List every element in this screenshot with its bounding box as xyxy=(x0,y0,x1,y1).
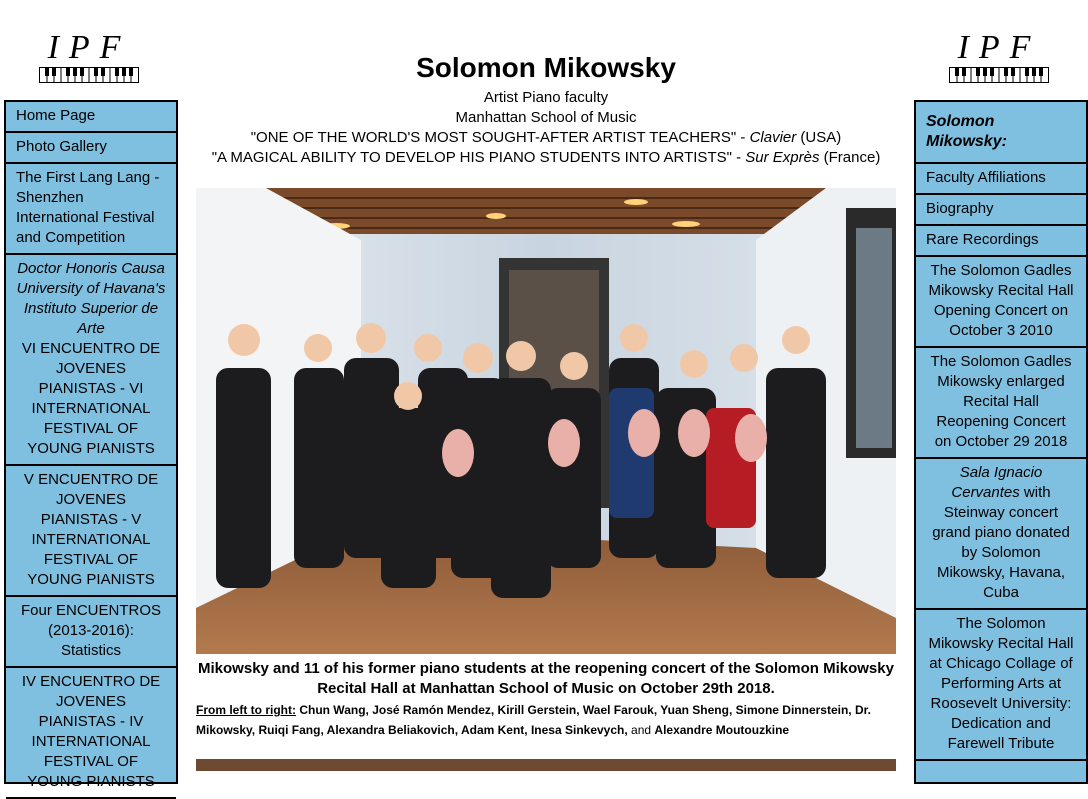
names-and: and xyxy=(627,723,655,737)
nav-chicago-hall[interactable]: The Solomon Mikowsky Recital Hall at Chicago Collage of Performing Arts at Roosevelt University: Dedication and Farewell Tribute xyxy=(916,610,1086,761)
sala-description: with Steinway concert grand piano donated by Solomon Mikowsky, Havana, Cuba xyxy=(932,484,1070,601)
nav-reopening-concert[interactable]: The Solomon Gadles Mikowsky enlarged Recital Hall Reopening Concert on October 29 2018 xyxy=(916,348,1086,459)
quote-country: (USA) xyxy=(796,129,842,146)
left-nav xyxy=(4,100,178,790)
nav-sala-cervantes[interactable] xyxy=(916,459,1086,610)
nav-encuentro-5[interactable]: V ENCUENTRO DE JOVENES PIANISTAS - V INTERNATIONAL FESTIVAL OF YOUNG PIANISTS xyxy=(6,466,176,597)
quote-country: (France) xyxy=(819,149,881,166)
quote-source: Clavier xyxy=(749,129,797,146)
names-list: Chun Wang, José Ramón Mendez, Kirill Gerstein, Wael Farouk, Yuan Sheng, Simone Dinnerstein, Dr. Mikowsky, Ruiqi Fang, Alexandra Beliakovich, Adam Kent, Inesa Sinkevych, xyxy=(196,703,871,737)
quote-source: Sur Exprès xyxy=(745,149,820,166)
group-photo[interactable] xyxy=(196,188,896,654)
quote-clavier xyxy=(196,128,896,148)
names-last: Alexandre Moutouzkine xyxy=(654,723,790,737)
piano-keys-icon xyxy=(949,67,1049,83)
sala-name: Sala Ignacio Cervantes xyxy=(951,464,1043,501)
photo-caption: Mikowsky and 11 of his former piano students at the reopening concert of the Solomon Mikowsky Recital Hall at Manhattan School of Music on October 29th 2018. xyxy=(198,660,894,697)
nav-four-encuentros[interactable]: Four ENCUENTROS (2013-2016): Statistics xyxy=(6,597,176,668)
right-nav xyxy=(914,100,1088,784)
nav-heading: Solomon Mikowsky: xyxy=(916,102,1086,164)
nav-encuentro-4[interactable]: IV ENCUENTRO DE JOVENES PIANISTAS - IV INTERNATIONAL FESTIVAL OF YOUNG PIANISTS xyxy=(6,668,176,799)
encuentro-6-label: VI ENCUENTRO DE JOVENES PIANISTAS - VI INTERNATIONAL FESTIVAL OF YOUNG PIANISTS xyxy=(21,340,161,457)
nav-honoris-causa[interactable] xyxy=(6,255,176,466)
ipf-logo-left[interactable] xyxy=(37,30,141,86)
next-photo[interactable] xyxy=(196,759,896,771)
quote-text: "ONE OF THE WORLD'S MOST SOUGHT-AFTER ARTIST TEACHERS" - xyxy=(250,129,750,146)
nav-photo-gallery[interactable]: Photo Gallery xyxy=(6,133,176,164)
nav-biography[interactable]: Biography xyxy=(916,195,1086,226)
ipf-logo-right[interactable] xyxy=(947,30,1051,86)
names-lead: From left to right: xyxy=(196,703,296,717)
page-title: Solomon Mikowsky xyxy=(416,52,676,83)
logo-monogram: IPF xyxy=(47,29,131,66)
piano-keys-icon xyxy=(39,67,139,83)
nav-recordings[interactable]: Rare Recordings xyxy=(916,226,1086,257)
nav-opening-concert[interactable]: The Solomon Gadles Mikowsky Recital Hall Opening Concert on October 3 2010 xyxy=(916,257,1086,348)
subtitle-faculty: Artist Piano faculty xyxy=(483,89,609,106)
quote-text: "A MAGICAL ABILITY TO DEVELOP HIS PIANO STUDENTS INTO ARTISTS" - xyxy=(211,149,746,166)
honoris-causa-label: Doctor Honoris Causa University of Havana's Instituto Superior de Arte xyxy=(16,260,166,337)
quote-sur-expres xyxy=(196,148,896,168)
photo-names xyxy=(196,700,896,740)
logo-monogram: IPF xyxy=(957,29,1041,66)
subtitle-school: Manhattan School of Music xyxy=(455,109,637,126)
nav-faculty[interactable]: Faculty Affiliations xyxy=(916,164,1086,195)
nav-lang-lang[interactable]: The First Lang Lang - Shenzhen International Festival and Competition xyxy=(6,164,176,255)
nav-home[interactable]: Home Page xyxy=(6,102,176,133)
